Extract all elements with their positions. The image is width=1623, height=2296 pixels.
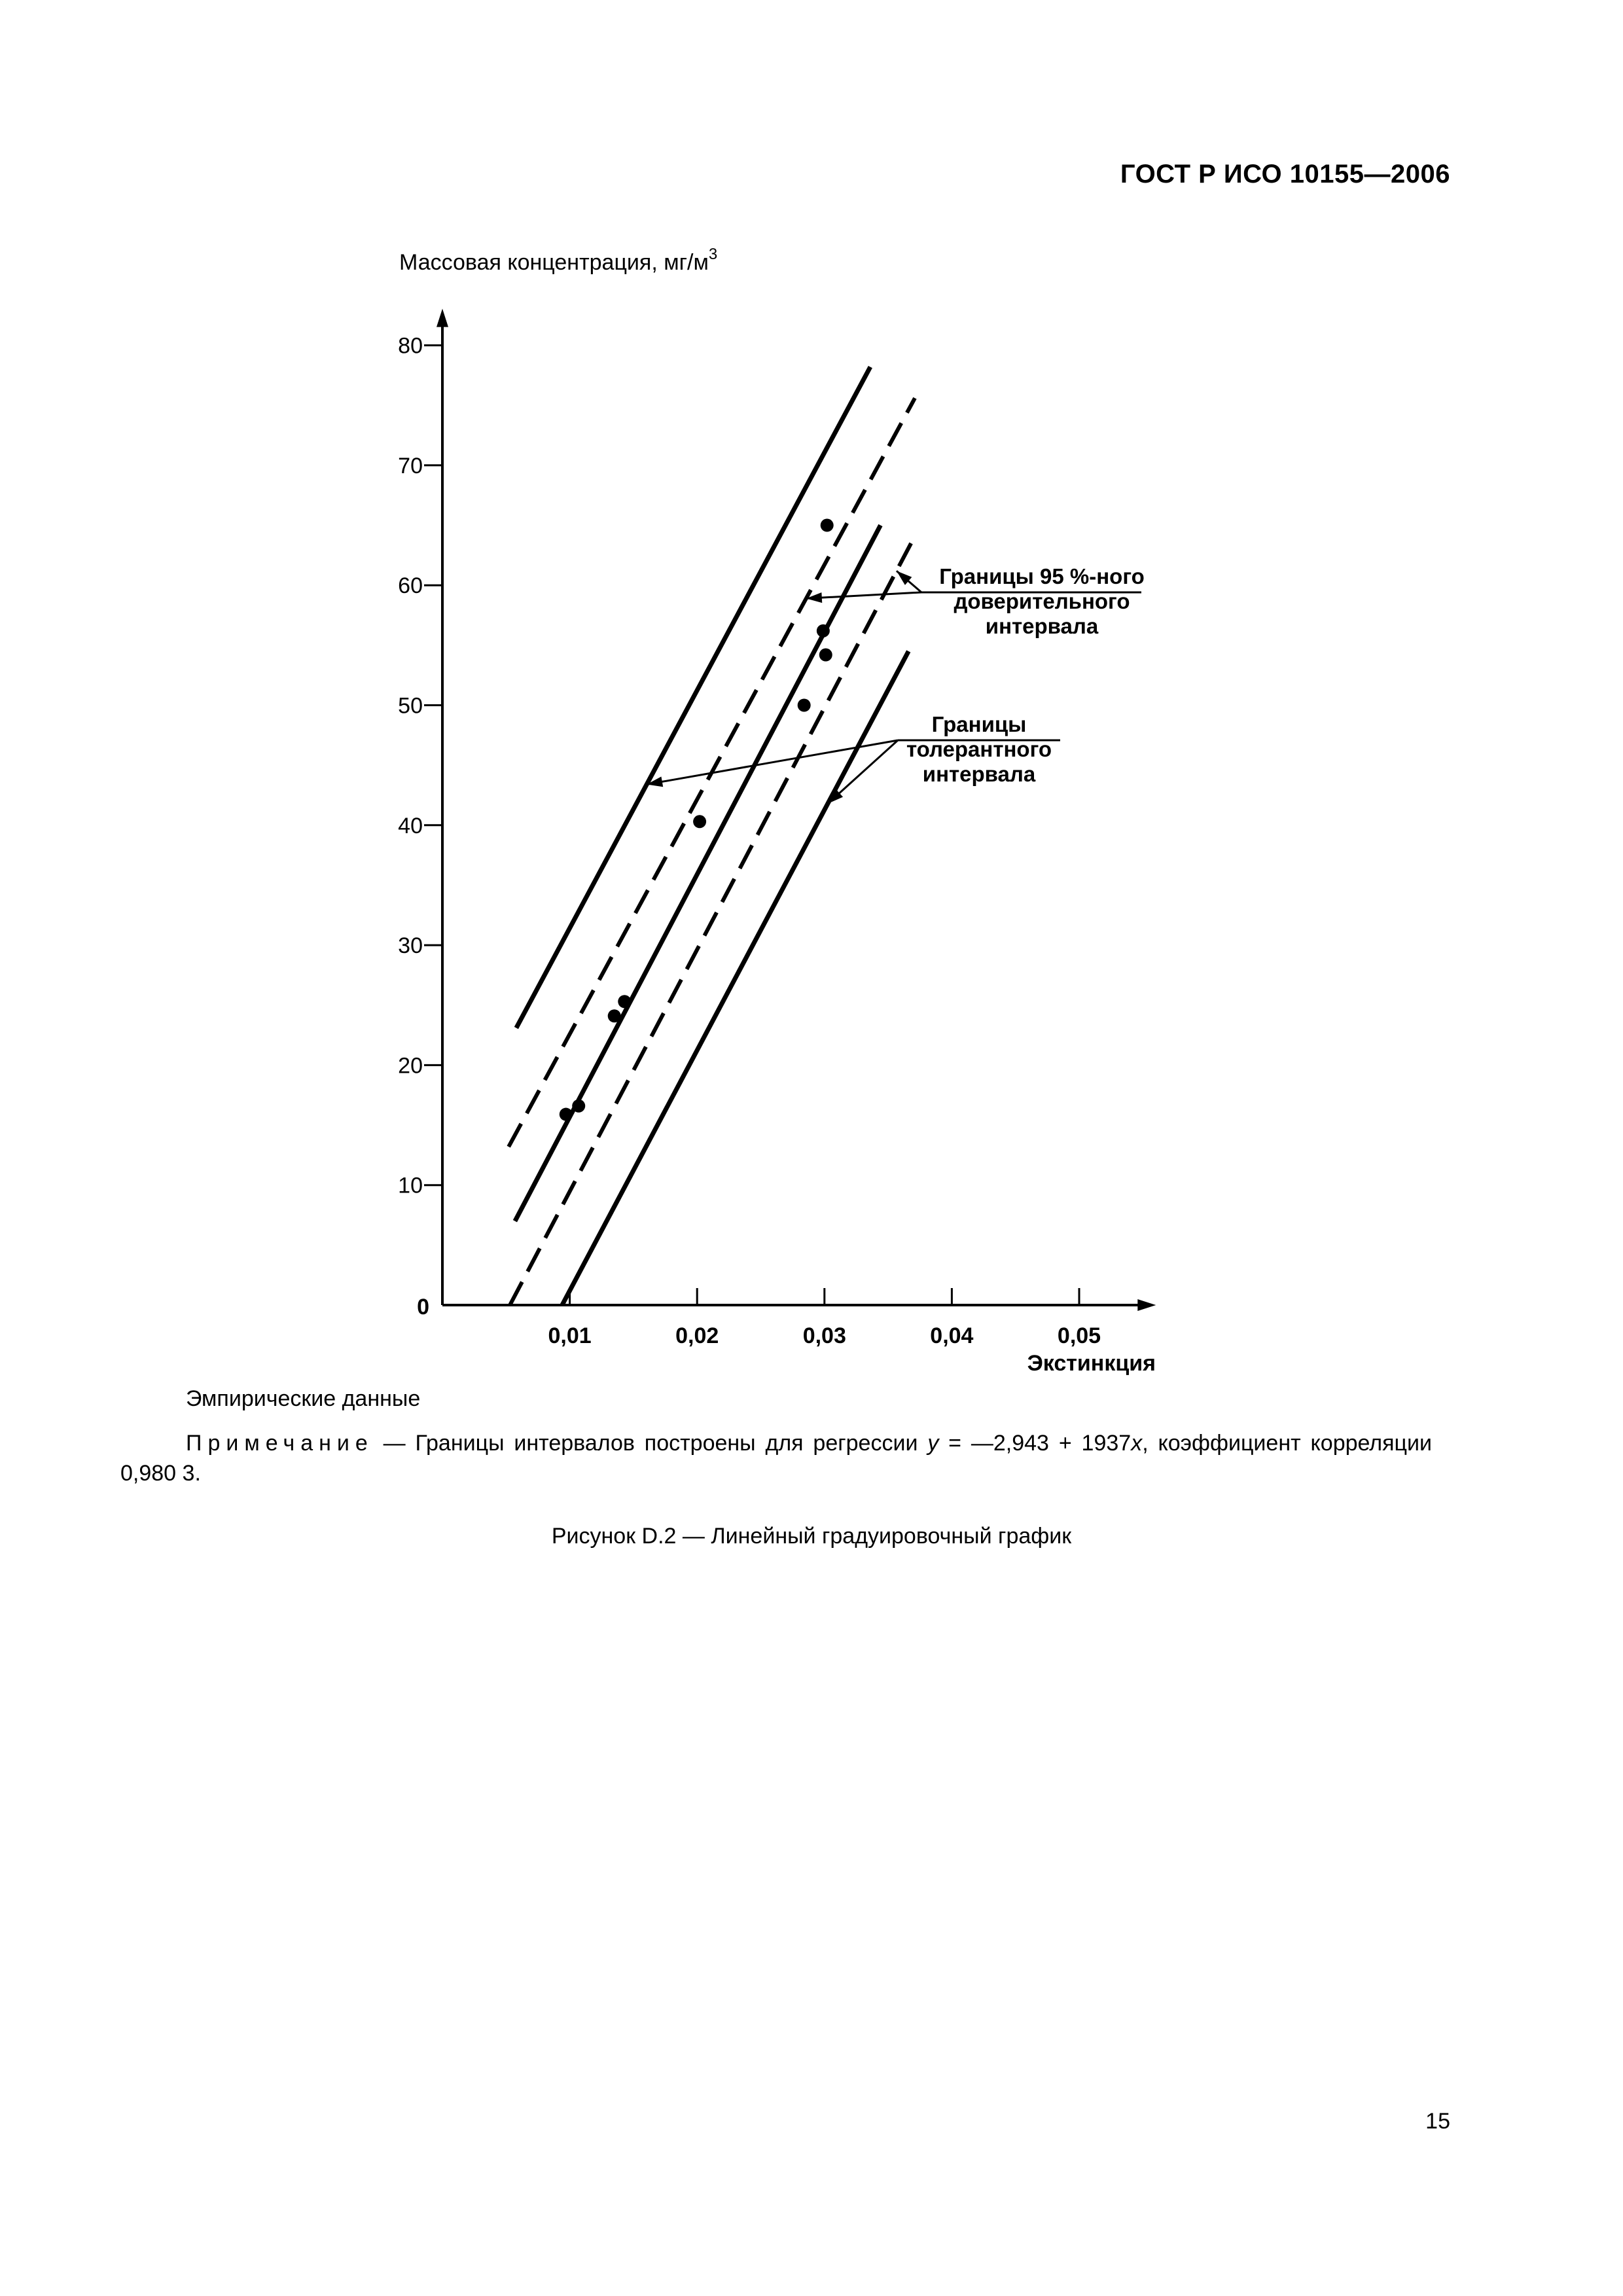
y-tick-label: 10 <box>398 1173 423 1198</box>
data-point <box>798 699 811 712</box>
confidence-annotation-line: доверительного <box>954 589 1130 613</box>
y-tick-label: 20 <box>398 1053 423 1079</box>
confidence-annotation-line: интервала <box>985 614 1099 638</box>
tolerance-upper-line <box>516 367 870 1028</box>
x-axis-title: Экстинкция <box>1027 1351 1156 1376</box>
document-code-header: ГОСТ Р ИСО 10155—2006 <box>1120 160 1450 188</box>
x-tick-label: 0,03 <box>802 1323 846 1348</box>
note-text-mid: = —2,943 + 1937 <box>938 1431 1132 1456</box>
y-tick-label: 50 <box>398 693 423 719</box>
page-number: 15 <box>1425 2109 1450 2134</box>
note-text-after: , коэффициент корреляции 0,980 3. <box>120 1431 1432 1486</box>
data-point <box>819 649 832 662</box>
y-tick-label: 40 <box>398 813 423 838</box>
tolerance-annotation-line: интервала <box>922 762 1036 786</box>
figure-caption: Рисунок D.2 — Линейный градуировочный график <box>551 1524 1072 1549</box>
note-label: Примечание <box>186 1431 374 1456</box>
data-point <box>821 519 834 532</box>
x-tick-label: 0,04 <box>930 1323 974 1348</box>
note-x-var: x <box>1131 1431 1143 1456</box>
data-point <box>618 995 631 1008</box>
note-text-before: — Границы интервалов построены для регрессии <box>373 1431 928 1456</box>
y-axis-title: Массовая концентрация, $мг/м^3$ <box>399 245 718 275</box>
figure-note <box>120 1428 1432 1488</box>
chart-axes <box>398 245 1156 1376</box>
tolerance-annotation-line: Границы <box>931 712 1027 736</box>
note-y-var: y <box>927 1431 939 1456</box>
y-tick-label: 80 <box>398 333 423 359</box>
origin-label: 0 <box>417 1295 429 1319</box>
chart-lines <box>508 367 915 1305</box>
y-axis-arrow <box>437 309 448 327</box>
y-tick-label: 30 <box>398 933 423 959</box>
x-tick-label: 0,01 <box>548 1323 592 1348</box>
tolerance-lower-line <box>562 651 908 1305</box>
x-axis-arrow <box>1137 1299 1156 1311</box>
data-point <box>560 1108 573 1121</box>
x-tick-label: 0,05 <box>1057 1323 1101 1348</box>
y-tick-label: 70 <box>398 453 423 478</box>
confidence-upper-arrow <box>806 592 921 598</box>
chart-annotations <box>647 564 1145 804</box>
data-point <box>608 1009 621 1022</box>
data-point <box>572 1100 585 1113</box>
data-point <box>693 815 706 828</box>
tolerance-annotation-line: толерантного <box>906 737 1052 761</box>
confidence-annotation-line: Границы 95 %-ного <box>939 564 1145 588</box>
chart-points <box>560 519 834 1121</box>
tolerance-upper-arrow <box>647 740 898 784</box>
x-tick-label: 0,02 <box>675 1323 719 1348</box>
empirical-data-caption: Эмпирические данные <box>186 1386 421 1411</box>
data-point <box>817 624 830 637</box>
y-tick-label: 60 <box>398 573 423 599</box>
